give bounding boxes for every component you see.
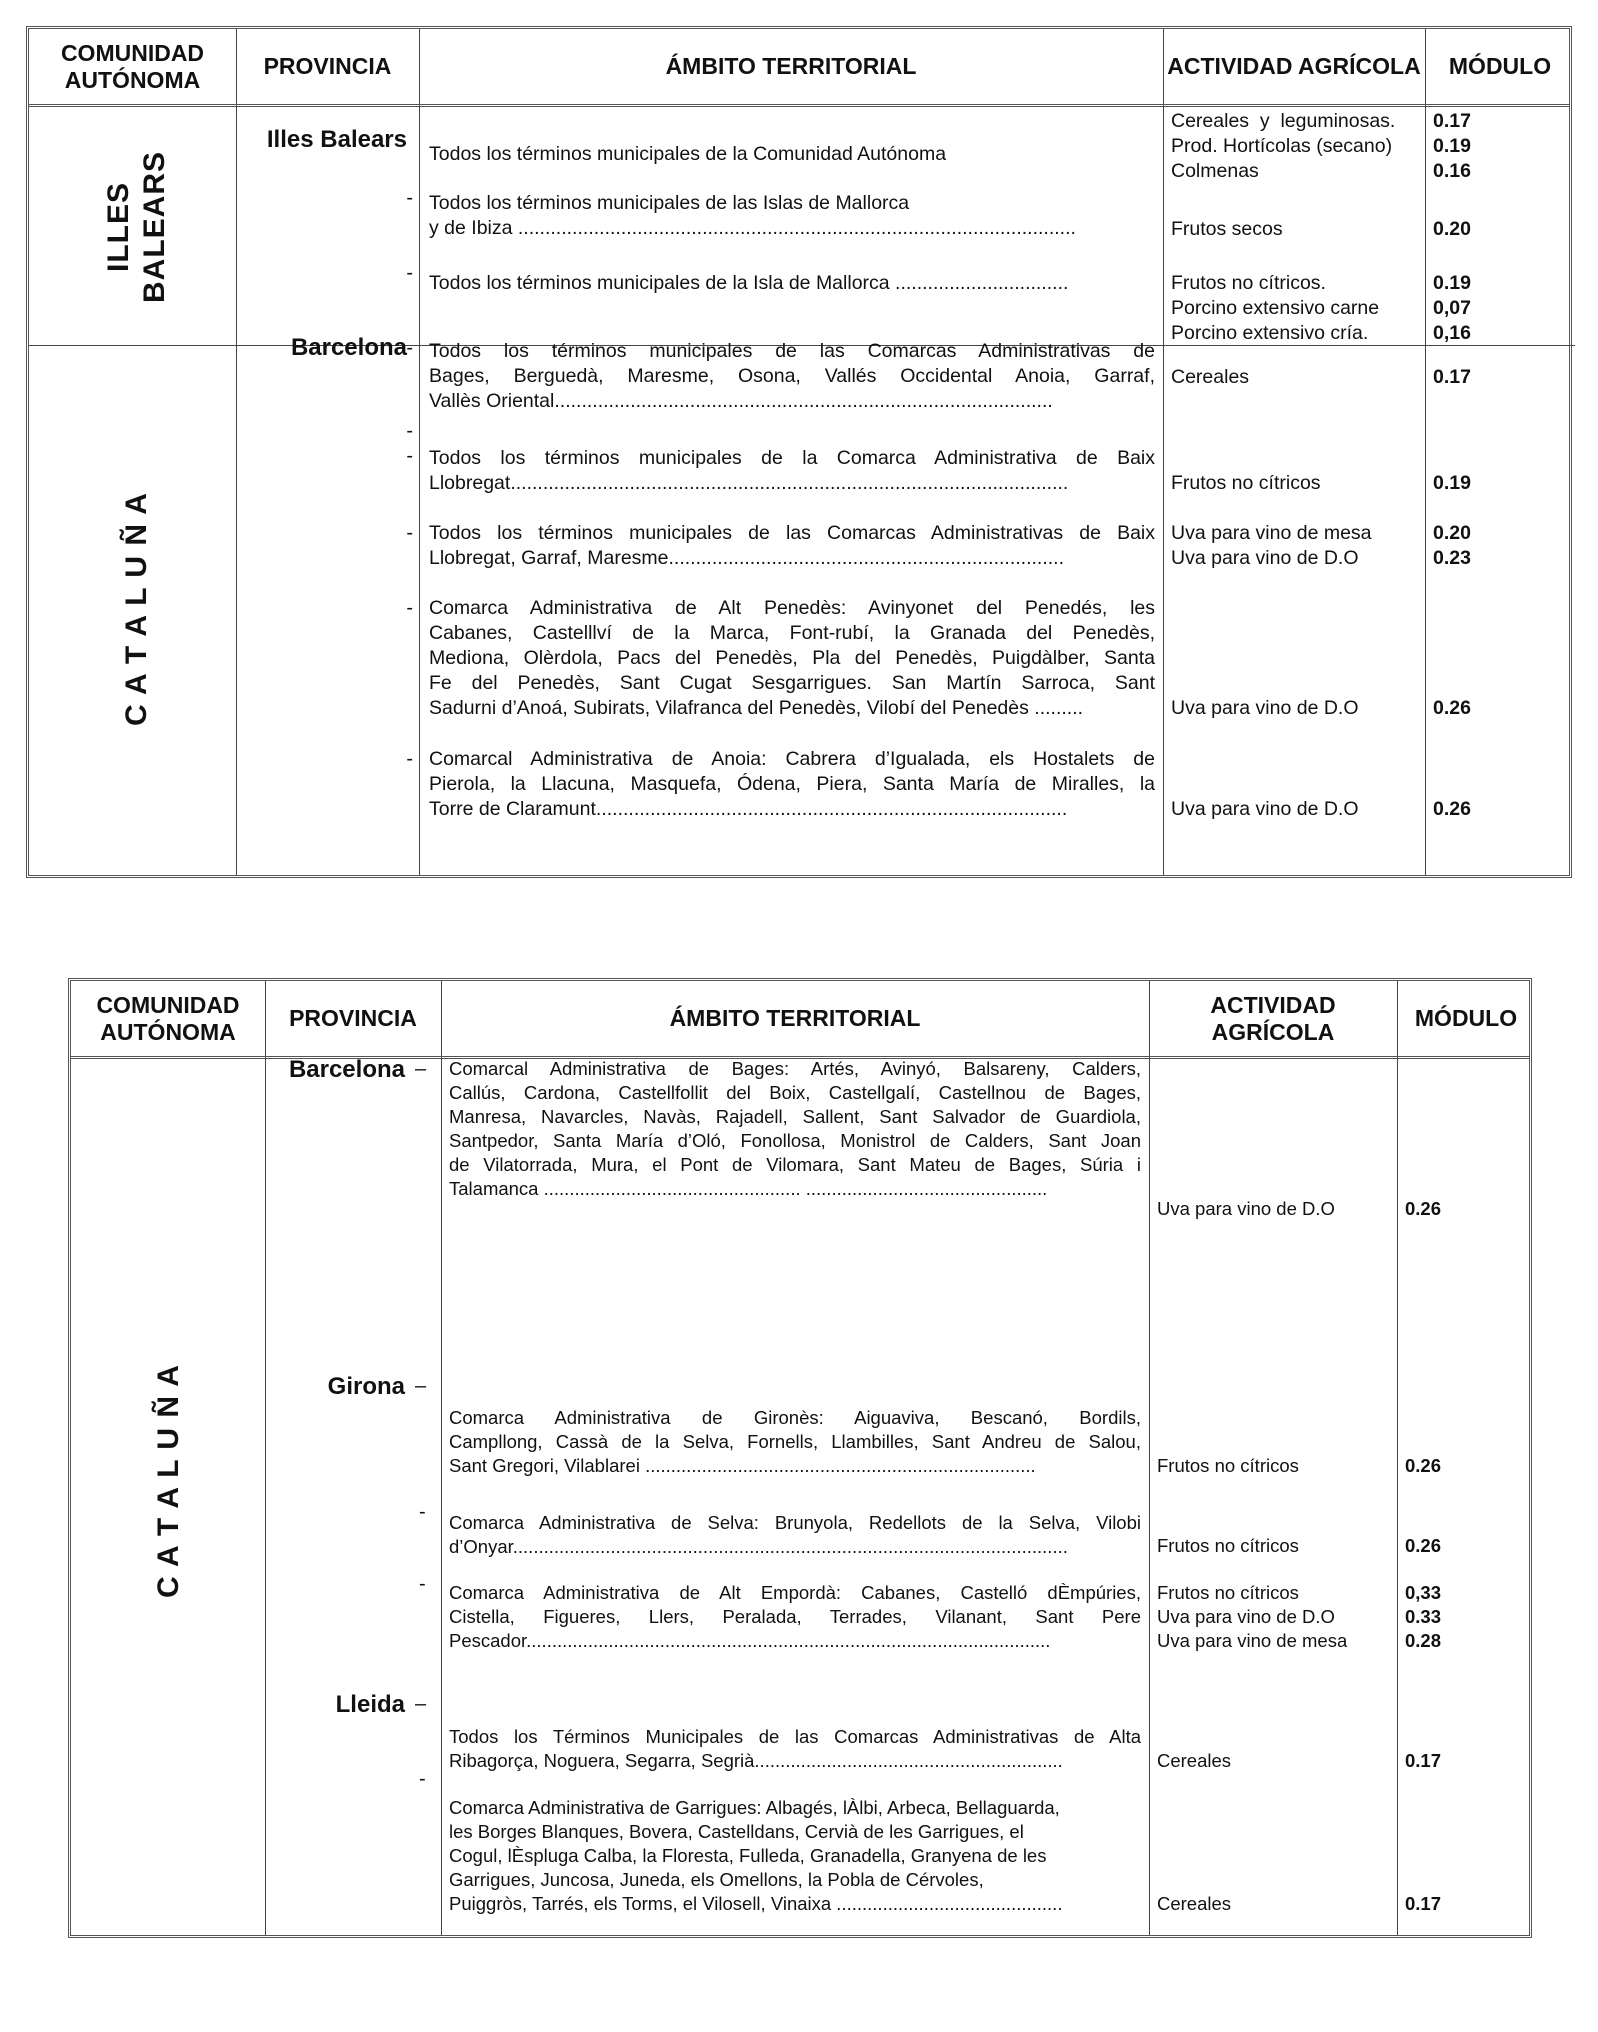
modulo-cell-line: 0.17	[1433, 110, 1471, 132]
actividad-cell-line: Colmenas	[1171, 160, 1259, 182]
ambito-cell-line: Torre de Claramunt.......................................................................................	[429, 798, 1068, 820]
actividad-cell-line: Uva para vino de D.O	[1171, 547, 1359, 569]
modulo-cell-line: 0.17	[1405, 1893, 1442, 1914]
ambito-cell-line: Llobregat, Garraf, Maresme.........................................................................	[429, 547, 1065, 569]
ambito-cell-line: Llobregat.......................................................................................................	[429, 472, 1069, 494]
header-actividad: ACTIVIDAD AGRÍCOLA	[1167, 53, 1421, 79]
ambito-cell-line: de Vilatorrada, Mura, el Pont de Vilomara, Sant Mateu de Bages, Súria i	[449, 1154, 1141, 1175]
actividad-cell	[1157, 1892, 1231, 1916]
modulo-cell-line: 0.26	[1405, 1535, 1442, 1556]
dash-marker: -	[406, 597, 413, 619]
header-modulo-2: MÓDULO	[1414, 1005, 1518, 1031]
ambito-cell	[429, 446, 1155, 496]
ambito-cell-line: Pescador......................................................................................................	[449, 1630, 1051, 1651]
ambito-cell-line: Comarcal Administrativa de Anoia: Cabrera d’Igualada, els Hostalets de	[429, 748, 1155, 770]
modulo-cell-line: 0.20	[1433, 522, 1471, 544]
modulo-cell	[1433, 365, 1471, 390]
modulo-cell-line: 0.19	[1433, 135, 1471, 157]
ambito-cell-line: Todos los términos municipales de las Comarcas Administrativas de	[429, 340, 1155, 362]
actividad-cell-line: Uva para vino de D.O	[1157, 1198, 1335, 1219]
actividad-cell-line: Frutos no cítricos.	[1171, 272, 1326, 294]
modulo-cell-line: 0.26	[1405, 1198, 1442, 1219]
ambito-cell	[429, 521, 1155, 571]
ambito-cell-line: Comarcal Administrativa de Bages: Artés, Avinyó, Balsareny, Calders,	[449, 1058, 1141, 1079]
provincia-label: Girona	[327, 1373, 405, 1400]
ambito-cell-line: Ribagorça, Noguera, Segarra, Segrià............................................................	[449, 1750, 1063, 1771]
header-ambito: ÁMBITO TERRITORIAL	[665, 53, 917, 79]
header-ambito-2: ÁMBITO TERRITORIAL	[669, 1005, 921, 1031]
actividad-cell-line: Frutos no cítricos	[1157, 1582, 1299, 1603]
ambito-cell	[449, 1057, 1141, 1201]
modulo-cell-line: 0.23	[1433, 547, 1471, 569]
ambito-cell	[429, 142, 1155, 167]
dash-marker: -	[419, 1768, 426, 1790]
ambito-cell-line: Talamanca .................................................. ...............................................	[449, 1178, 1048, 1199]
actividad-cell-line: Cereales	[1157, 1750, 1232, 1771]
header-provincia: PROVINCIA	[263, 53, 392, 79]
ambito-cell	[449, 1511, 1141, 1559]
modulo-cell	[1433, 521, 1471, 571]
ambito-cell-line: d’Onyar............................................................................................................	[449, 1536, 1068, 1557]
actividad-cell-line: Porcino extensivo cría.	[1171, 322, 1369, 344]
dash-marker: –	[415, 1058, 427, 1080]
actividad-cell-line: Uva para vino de mesa	[1157, 1630, 1348, 1651]
dash-marker: –	[415, 1375, 427, 1397]
modulo-cell-line: 0,16	[1433, 322, 1471, 344]
ambito-cell-line: Todos los Términos Municipales de las Comarcas Administrativas de Alta	[449, 1726, 1141, 1747]
modulo-cell	[1405, 1454, 1441, 1478]
modulo-cell	[1405, 1892, 1441, 1916]
modulo-cell-line: 0.33	[1405, 1606, 1442, 1627]
region-illes-balears: ILLES BALEARS	[102, 150, 171, 304]
modulo-cell-line: 0.17	[1433, 366, 1471, 388]
modulo-cell-line: 0.26	[1433, 697, 1471, 719]
ambito-cell-line: Todos los términos municipales de las Islas de Mallorca	[429, 192, 910, 214]
actividad-cell	[1157, 1534, 1299, 1558]
ambito-cell-line: Cistella, Figueres, Llers, Peralada, Terrades, Vilanant, Sant Pere	[449, 1606, 1141, 1627]
modulo-cell-line: 0.16	[1433, 160, 1471, 182]
actividad-cell-line: Frutos no cítricos	[1157, 1535, 1299, 1556]
ambito-cell-line: les Borges Blanques, Bovera, Castelldans, Cervià de les Garrigues, el	[449, 1821, 1024, 1842]
ambito-cell-line: Mediona, Olèrdola, Pacs del Penedès, Pla del Penedès, Puigdàlber, Santa	[429, 647, 1155, 669]
ambito-cell-line: y de Ibiza .......................................................................................................	[429, 217, 1076, 239]
ambito-cell-line: Bages, Berguedà, Maresme, Osona, Vallés Occidental Anoia, Garraf,	[429, 365, 1155, 387]
ambito-cell-line: Garrigues, Juncosa, Juneda, els Omellons, la Pobla de Cérvoles,	[449, 1869, 984, 1890]
provincia-label: Illes Balears	[266, 126, 407, 153]
dash-marker: -	[406, 522, 413, 544]
actividad-cell	[1157, 1197, 1335, 1221]
actividad-cell-line: Cereales	[1171, 366, 1250, 388]
header-modulo: MÓDULO	[1448, 53, 1552, 79]
actividad-cell-line: Cereales y leguminosas.	[1171, 110, 1396, 132]
ambito-cell-line: Todos los términos municipales de las Comarcas Administrativas de Baix	[429, 522, 1155, 544]
modulo-cell	[1433, 217, 1471, 242]
modulo-cell	[1433, 471, 1471, 496]
provincia-label: Barcelona	[290, 334, 407, 361]
ambito-cell	[429, 271, 1155, 296]
ambito-cell-line: Fe del Penedès, Sant Cugat Sesgarrigues. San Martín Sarroca, Sant	[429, 672, 1155, 694]
ambito-cell	[429, 596, 1155, 721]
header-provincia-2: PROVINCIA	[289, 1005, 417, 1031]
ambito-cell-line: Todos los términos municipales de la Comunidad Autónoma	[429, 143, 947, 165]
modulo-cell-line: 0.19	[1433, 272, 1471, 294]
modulo-cell-line: 0,07	[1433, 297, 1471, 319]
header-comunidad-2: COMUNIDAD AUTÓNOMA	[96, 991, 240, 1045]
actividad-cell-line: Uva para vino de D.O	[1171, 798, 1359, 820]
actividad-cell-line: Cereales	[1157, 1893, 1232, 1914]
ambito-cell	[429, 747, 1155, 822]
ambito-cell-line: Vallès Oriental............................................................................................	[429, 390, 1053, 412]
modulo-cell-line: 0.19	[1433, 472, 1471, 494]
actividad-cell	[1171, 797, 1359, 822]
actividad-cell-line: Uva para vino de mesa	[1171, 522, 1372, 544]
modulo-cell-line: 0.17	[1405, 1750, 1442, 1771]
ambito-cell-line: Comarca Administrativa de Alt Penedès: Avinyonet del Penedés, les	[429, 597, 1155, 619]
actividad-cell	[1171, 471, 1321, 496]
actividad-cell	[1171, 521, 1372, 571]
ambito-cell-line: Manresa, Navarcles, Navàs, Rajadell, Sallent, Sant Salvador de Guardiola,	[449, 1106, 1141, 1127]
table-2	[68, 978, 1532, 1938]
ambito-cell-line: Sant Gregori, Vilablarei ............................................................................	[449, 1455, 1036, 1476]
ambito-cell-line: Comarca Administrativa de Garrigues: Albagés, lÀlbi, Arbeca, Bellaguarda,	[449, 1797, 1060, 1818]
actividad-cell	[1157, 1749, 1231, 1773]
modulo-cell-line: 0.28	[1405, 1630, 1442, 1651]
table-1	[26, 26, 1572, 878]
actividad-cell-line: Porcino extensivo carne	[1171, 297, 1380, 319]
actividad-cell	[1171, 271, 1379, 346]
actividad-cell	[1171, 365, 1249, 390]
ambito-cell	[429, 191, 1155, 241]
actividad-cell	[1157, 1454, 1299, 1478]
actividad-cell-line: Frutos no cítricos	[1157, 1455, 1299, 1476]
ambito-cell-line: Santpedor, Santa María d’Oló, Fonollosa, Monistrol de Calders, Sant Joan	[449, 1130, 1141, 1151]
modulo-cell	[1433, 109, 1471, 184]
region-cataluna-2: C A T A L U Ñ A	[152, 1364, 185, 1598]
ambito-cell-line: Comarca Administrativa de Alt Empordà: Cabanes, Castelló dÈmpúries,	[449, 1582, 1141, 1603]
actividad-cell-line: Frutos secos	[1171, 218, 1283, 240]
region-cataluna: C A T A L U Ñ A	[120, 492, 153, 726]
modulo-cell	[1405, 1581, 1441, 1653]
ambito-cell-line: Todos los términos municipales de la Comarca Administrativa de Baix	[429, 447, 1155, 469]
ambito-cell	[449, 1796, 1141, 1916]
ambito-cell-line: Pierola, la Llacuna, Masquefa, Ódena, Piera, Santa María de Miralles, la	[429, 773, 1155, 795]
ambito-cell	[449, 1725, 1141, 1773]
ambito-cell-line: Sadurni d’Anoá, Subirats, Vilafranca del Penedès, Vilobí del Penedès .........	[429, 697, 1084, 719]
ambito-cell-line: Cabanes, Castelllví de la Marca, Font-rubí, la Granada del Penedès,	[429, 622, 1155, 644]
ambito-cell	[449, 1581, 1141, 1653]
actividad-cell	[1157, 1581, 1347, 1653]
dash-marker: -	[406, 187, 413, 209]
modulo-cell	[1405, 1197, 1441, 1221]
ambito-cell	[449, 1406, 1141, 1478]
ambito-cell-line: Callús, Cardona, Castellfollit del Boix, Castellgalí, Castellnou de Bages,	[449, 1082, 1141, 1103]
dash-marker: -	[419, 1573, 426, 1595]
ambito-cell-line: Campllong, Cassà de la Selva, Fornells, Llambilles, Sant Andreu de Salou,	[449, 1431, 1141, 1452]
actividad-cell-line: Uva para vino de D.O	[1171, 697, 1359, 719]
dash-marker: –	[415, 1693, 427, 1715]
ambito-cell-line: Todos los términos municipales de la Isla de Mallorca ................................	[429, 272, 1069, 294]
dash-marker: -	[406, 748, 413, 770]
modulo-cell	[1433, 696, 1471, 721]
actividad-cell	[1171, 696, 1359, 721]
provincia-label: Barcelona	[288, 1056, 405, 1083]
ambito-cell-line: Cogul, lÈspluga Calba, la Floresta, Fulleda, Granadella, Granyena de les	[449, 1845, 1047, 1866]
actividad-cell	[1171, 109, 1395, 184]
actividad-cell-line: Frutos no cítricos	[1171, 472, 1321, 494]
dash-marker: -	[406, 262, 413, 284]
header-comunidad: COMUNIDAD AUTÓNOMA	[60, 39, 205, 93]
dash-marker: - -	[406, 420, 413, 467]
modulo-cell-line: 0,33	[1405, 1582, 1442, 1603]
modulo-cell-line: 0.26	[1433, 798, 1471, 820]
ambito-cell	[429, 339, 1155, 414]
dash-marker: -	[406, 337, 413, 359]
modulo-cell-line: 0.26	[1405, 1455, 1442, 1476]
actividad-cell-line: Uva para vino de D.O	[1157, 1606, 1335, 1627]
ambito-cell-line: Comarca Administrativa de Selva: Brunyola, Redellots de la Selva, Vilobi	[449, 1512, 1141, 1533]
modulo-cell	[1405, 1749, 1441, 1773]
actividad-cell	[1171, 217, 1283, 242]
modulo-cell	[1405, 1534, 1441, 1558]
dash-marker: -	[419, 1501, 426, 1523]
modulo-cell	[1433, 271, 1471, 346]
modulo-cell-line: 0.20	[1433, 218, 1471, 240]
actividad-cell-line: Prod. Hortícolas (secano)	[1171, 135, 1393, 157]
ambito-cell-line: Comarca Administrativa de Gironès: Aiguaviva, Bescanó, Bordils,	[449, 1407, 1141, 1428]
header-actividad-2: ACTIVIDAD AGRÍCOLA	[1210, 991, 1336, 1045]
provincia-label: Lleida	[335, 1691, 405, 1718]
ambito-cell-line: Puiggròs, Tarrés, els Torms, el Vilosell, Vinaixa ............................................	[449, 1893, 1063, 1914]
modulo-cell	[1433, 797, 1471, 822]
